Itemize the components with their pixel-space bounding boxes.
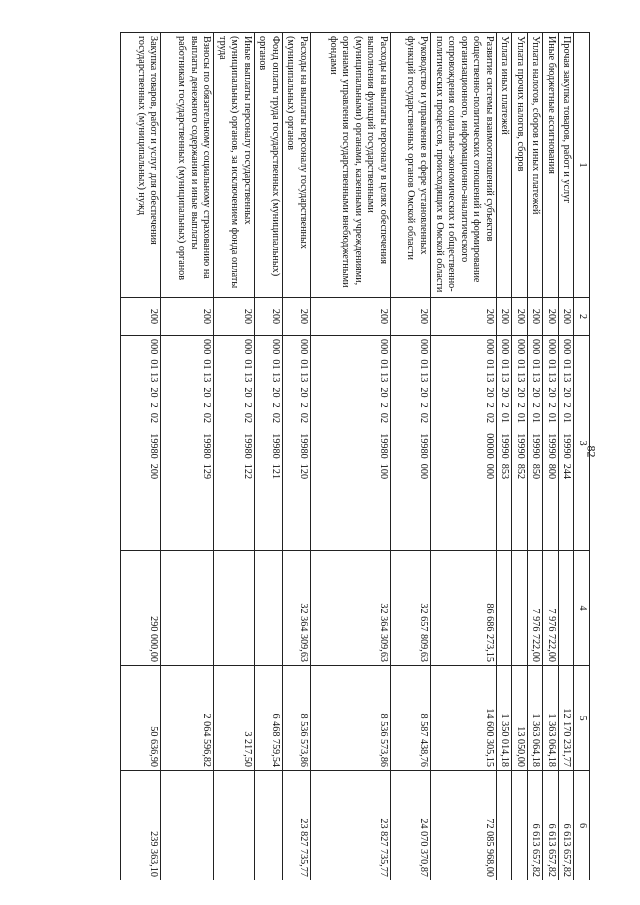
row-amount-col4-cell: 7 976 722,00 [528, 551, 544, 666]
budget-table-wrapper [75, 32, 590, 880]
row-amount-col6-cell [214, 771, 255, 881]
row-classification-code-cell: 000 01 13 20 2 01 19990 244 [559, 336, 575, 551]
row-admin-code-cell: 200 [283, 298, 311, 336]
header-cell-1: 1 [574, 33, 590, 298]
table-row [512, 33, 528, 881]
table-row [311, 33, 391, 881]
row-amount-col5-cell: 8 587 438,76 [391, 666, 431, 771]
table-row [214, 33, 255, 881]
row-amount-col5-cell: 3 217,50 [214, 666, 255, 771]
row-admin-code-cell: 200 [512, 298, 528, 336]
row-name-cell: Фонд оплаты труда государственных (муниципальных) органов [255, 33, 283, 298]
row-amount-col4-cell [497, 551, 513, 666]
row-admin-code-cell: 200 [497, 298, 513, 336]
table-row [431, 33, 497, 881]
row-amount-col4-cell: 86 686 273,15 [431, 551, 497, 666]
table-row [543, 33, 559, 881]
row-admin-code-cell: 200 [311, 298, 391, 336]
header-row [574, 33, 590, 881]
row-classification-code-cell: 000 01 13 20 2 02 19980 121 [255, 336, 283, 551]
header-cell-2: 2 [574, 298, 590, 336]
table-row [161, 33, 214, 881]
row-amount-col4-cell [161, 551, 214, 666]
table-row [528, 33, 544, 881]
row-amount-col5-cell: 6 468 759,54 [255, 666, 283, 771]
row-amount-col4-cell [512, 551, 528, 666]
row-amount-col5-cell: 12 170 231,77 [559, 666, 575, 771]
row-classification-code-cell: 000 01 13 20 2 01 19990 853 [497, 336, 513, 551]
page-number: 82 [584, 445, 599, 458]
row-amount-col6-cell: 23 827 735,77 [283, 771, 311, 881]
table-row [497, 33, 513, 881]
table-row [283, 33, 311, 881]
row-classification-code-cell: 000 01 13 20 2 02 19980 200 [121, 336, 161, 551]
row-name-cell: Иные выплаты персоналу государственных (муниципальных) органов, за исключением фонда оплаты труда [214, 33, 255, 298]
row-admin-code-cell: 200 [559, 298, 575, 336]
row-amount-col4-cell: 7 976 722,00 [543, 551, 559, 666]
row-amount-col4-cell: 32 364 309,63 [283, 551, 311, 666]
row-name-cell: Развитие системы взаимоотношений субъектов общественно-политических отношений и формирование организационного, информационно-аналитического сопровождения социально-экономических и общественно-политических процессов, происходящих в Омской области [431, 33, 497, 298]
header-cell-5: 5 [574, 666, 590, 771]
row-amount-col5-cell: 13 050,00 [512, 666, 528, 771]
row-amount-col6-cell [255, 771, 283, 881]
row-amount-col4-cell [559, 551, 575, 666]
row-admin-code-cell: 200 [214, 298, 255, 336]
row-amount-col6-cell: 6 613 657,82 [543, 771, 559, 881]
table-row [559, 33, 575, 881]
row-amount-col4-cell [214, 551, 255, 666]
row-amount-col6-cell: 24 070 370,87 [391, 771, 431, 881]
row-classification-code-cell: 000 01 13 20 2 02 19980 129 [161, 336, 214, 551]
table-row [121, 33, 161, 881]
row-amount-col5-cell: 1 350 014,18 [497, 666, 513, 771]
budget-table [121, 32, 591, 880]
header-cell-3: 3 [574, 336, 590, 551]
header-cell-4: 4 [574, 551, 590, 666]
row-amount-col5-cell: 8 536 573,86 [311, 666, 391, 771]
row-amount-col6-cell: 6 613 657,82 [559, 771, 575, 881]
row-admin-code-cell: 200 [161, 298, 214, 336]
row-amount-col4-cell [255, 551, 283, 666]
row-amount-col6-cell: 6 613 657,82 [528, 771, 544, 881]
row-name-cell: Закупка товаров, работ и услуг для обеспечения государственных (муниципальных) нужд [121, 33, 161, 298]
row-amount-col5-cell: 8 536 573,86 [283, 666, 311, 771]
row-name-cell: Расходы на выплаты персоналу государственных (муниципальных) органов [283, 33, 311, 298]
row-name-cell: Иные бюджетные ассигнования [543, 33, 559, 298]
row-classification-code-cell: 000 01 13 20 2 02 19980 120 [283, 336, 311, 551]
row-classification-code-cell: 000 01 13 20 2 02 00000 000 [431, 336, 497, 551]
row-admin-code-cell: 200 [121, 298, 161, 336]
row-amount-col6-cell [512, 771, 528, 881]
row-classification-code-cell: 000 01 13 20 2 01 19990 800 [543, 336, 559, 551]
row-admin-code-cell: 200 [255, 298, 283, 336]
row-amount-col4-cell: 32 657 809,63 [391, 551, 431, 666]
row-admin-code-cell: 200 [391, 298, 431, 336]
row-admin-code-cell: 200 [431, 298, 497, 336]
header-cell-6: 6 [574, 771, 590, 881]
row-classification-code-cell: 000 01 13 20 2 02 19980 000 [391, 336, 431, 551]
row-amount-col6-cell: 72 085 968,00 [431, 771, 497, 881]
row-name-cell: Уплата иных платежей [497, 33, 513, 298]
row-amount-col5-cell: 50 636,90 [121, 666, 161, 771]
row-amount-col4-cell: 32 364 309,63 [311, 551, 391, 666]
row-classification-code-cell: 000 01 13 20 2 01 19990 850 [528, 336, 544, 551]
table-row [391, 33, 431, 881]
row-amount-col5-cell: 1 363 064,18 [543, 666, 559, 771]
row-name-cell: Прочая закупка товаров, работ и услуг [559, 33, 575, 298]
row-admin-code-cell: 200 [528, 298, 544, 336]
row-name-cell: Расходы на выплаты персоналу в целях обеспечения выполнения функций государственными (муниципальными) органами, казенными учреждениями, органами управления государственными внебюджетными фондами [311, 33, 391, 298]
table-row [255, 33, 283, 881]
row-name-cell: Уплата налогов, сборов и иных платежей [528, 33, 544, 298]
row-amount-col6-cell [497, 771, 513, 881]
row-amount-col6-cell: 23 827 735,77 [311, 771, 391, 881]
row-name-cell: Взносы по обязательному социальному страхованию на выплаты денежного содержания и иные выплаты работникам государственных (муниципальных) органов [161, 33, 214, 298]
row-classification-code-cell: 000 01 13 20 2 02 19980 100 [311, 336, 391, 551]
row-name-cell: Руководство и управление в сфере установленных функций государственных органов Омской области [391, 33, 431, 298]
row-amount-col6-cell: 239 363,10 [121, 771, 161, 881]
row-name-cell: Уплата прочих налогов, сборов [512, 33, 528, 298]
row-amount-col4-cell: 290 000,00 [121, 551, 161, 666]
row-amount-col5-cell: 1 363 064,18 [528, 666, 544, 771]
row-amount-col6-cell [161, 771, 214, 881]
row-amount-col5-cell: 2 064 596,82 [161, 666, 214, 771]
row-classification-code-cell: 000 01 13 20 2 02 19980 122 [214, 336, 255, 551]
row-amount-col5-cell: 14 600 305,15 [431, 666, 497, 771]
row-admin-code-cell: 200 [543, 298, 559, 336]
row-classification-code-cell: 000 01 13 20 2 01 19990 852 [512, 336, 528, 551]
rotated-page-frame [75, 32, 590, 880]
